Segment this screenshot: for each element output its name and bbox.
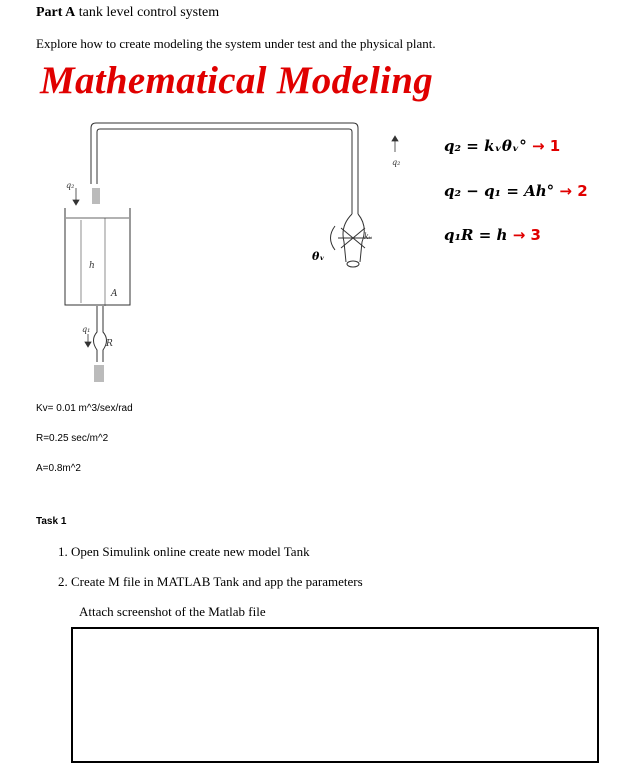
attach-instruction: Attach screenshot of the Matlab file: [79, 604, 266, 619]
label-kv: kᵥ: [364, 232, 372, 241]
equation-1-expr: q₂ = kᵥθᵥ°: [444, 137, 527, 155]
param-a: A=0.8m^2: [36, 463, 81, 474]
label-a: A: [111, 289, 118, 299]
valve-handle: [331, 226, 336, 250]
label-q2-right: q₂: [392, 158, 400, 167]
task-step-2: 2. Create M file in MATLAB Tank and app the parameters: [58, 574, 363, 589]
label-h: h: [89, 261, 95, 271]
equation-3-expr: q₁R = h: [444, 226, 508, 244]
pipe-inner: [97, 129, 352, 214]
equation-1-number: 1: [549, 137, 561, 155]
equation-2-expr: q₂ − q₁ = Ah°: [444, 182, 555, 200]
equation-3-number: 3: [530, 226, 541, 244]
screenshot-answer-box[interactable]: [71, 627, 599, 763]
pipe-outer: [91, 123, 358, 214]
task-step-1: 1. Open Simulink online create new model Tank: [58, 544, 310, 559]
arrow-icon: →: [559, 182, 572, 200]
param-kv: Kv= 0.01 m^3/sex/rad: [36, 403, 133, 414]
label-r: R: [106, 339, 113, 349]
arrow-icon: →: [531, 137, 545, 155]
label-q2-left: q₂: [66, 181, 75, 190]
intro-text: Explore how to create modeling the system under test and the physical plant.: [36, 36, 436, 51]
outlet-right: [103, 306, 107, 362]
q2-right-arrow: [392, 136, 398, 141]
q1-arrow: [85, 342, 91, 347]
equation-2: [444, 182, 588, 200]
arrow-icon: →: [512, 226, 526, 244]
page-title: Mathematical Modeling: [40, 59, 434, 102]
part-label: Part A: [36, 5, 76, 20]
q2-left-arrow: [73, 200, 79, 205]
task-heading: Task 1: [36, 516, 67, 527]
part-title: tank level control system: [78, 5, 220, 20]
label-q1: q₁: [82, 325, 91, 334]
param-r: R=0.25 sec/m^2: [36, 433, 109, 444]
valve-outlet: [347, 261, 359, 267]
label-theta-v: θᵥ: [312, 250, 325, 263]
equation-2-number: 2: [577, 182, 588, 200]
tank-diagram: [0, 110, 400, 400]
equation-3: [444, 226, 541, 244]
part-heading: [36, 5, 219, 21]
tank-walls: [65, 208, 130, 305]
outlet-left: [94, 306, 98, 362]
equation-1: [444, 137, 560, 155]
